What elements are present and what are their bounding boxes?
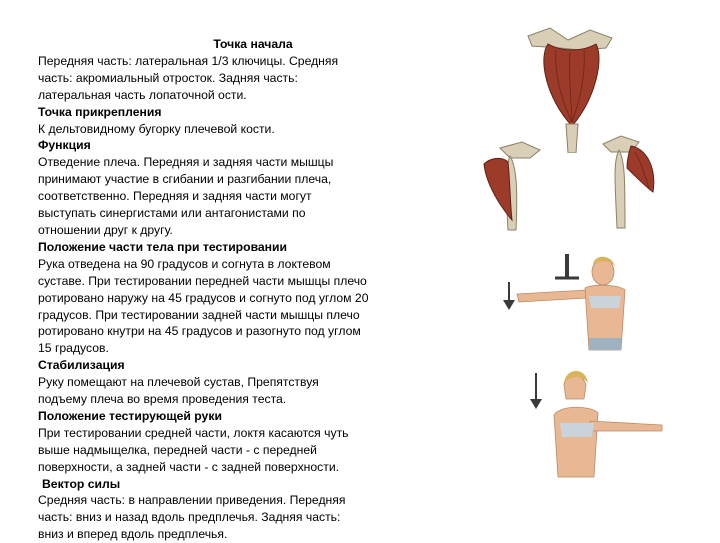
test-position-figure-2 — [520, 365, 670, 480]
heading-function: Функция — [38, 138, 91, 153]
tester-hand-marker-icon — [565, 254, 569, 278]
test-position-text: Рука отведена на 90 градусов и согнута в локтевом суставе. При тестировании передней части мышцы плечо ротировано наружу на 45 градусов и согнуто под углом 20 градусов. При тестировании задней части мышцы плечо ротировано кнутри на 45 градусов и разогнуто под углом 15 градусов. — [38, 256, 369, 356]
heading-origin: Точка начала — [213, 37, 293, 51]
heading-stabilization: Стабилизация — [38, 358, 125, 373]
posterior-deltoid-illustration — [595, 132, 675, 232]
heading-force-vector: Вектор силы — [42, 476, 121, 491]
function-text: Отведение плеча. Передняя и задняя части мышцы принимают участие в сгибании и разгибании плеча, соответственно. Передняя и задняя части могут выступать синергистами или антагонистами по отношении друг к другу. — [38, 155, 334, 237]
force-arrow-icon — [530, 373, 542, 409]
heading-tester-hand: Положение тестирующей руки — [38, 408, 222, 423]
force-arrow-icon — [503, 282, 515, 310]
stabilization-text: Руку помещают на плечевой сустав, Препятствуя подъему плеча во время проведения теста. — [38, 375, 319, 407]
anterior-deltoid-illustration — [470, 140, 550, 235]
heading-test-position: Положение части тела при тестировании — [38, 239, 288, 254]
force-vector-text: Средняя часть: в направлении приведения. Передняя часть: вниз и назад вдоль предплечья. Задняя часть: вниз и вперед вдоль предплечья. — [38, 493, 346, 542]
text-column — [38, 36, 428, 543]
tester-hand-text: При тестировании средней части, локтя касаются чуть выше надмыщелка, передней части - с передней поверхности, а задней части - с задней поверхности. — [38, 425, 349, 474]
insertion-text: К дельтовидному бугорку плечевой кости. — [38, 121, 275, 136]
origin-text: Передняя часть: латеральная 1/3 ключицы. Средняя часть: акромиальный отросток. Задняя часть: латеральная часть лопаточной ости. — [38, 53, 339, 102]
heading-insertion: Точка прикрепления — [38, 104, 162, 119]
test-position-figure-1 — [495, 250, 655, 360]
